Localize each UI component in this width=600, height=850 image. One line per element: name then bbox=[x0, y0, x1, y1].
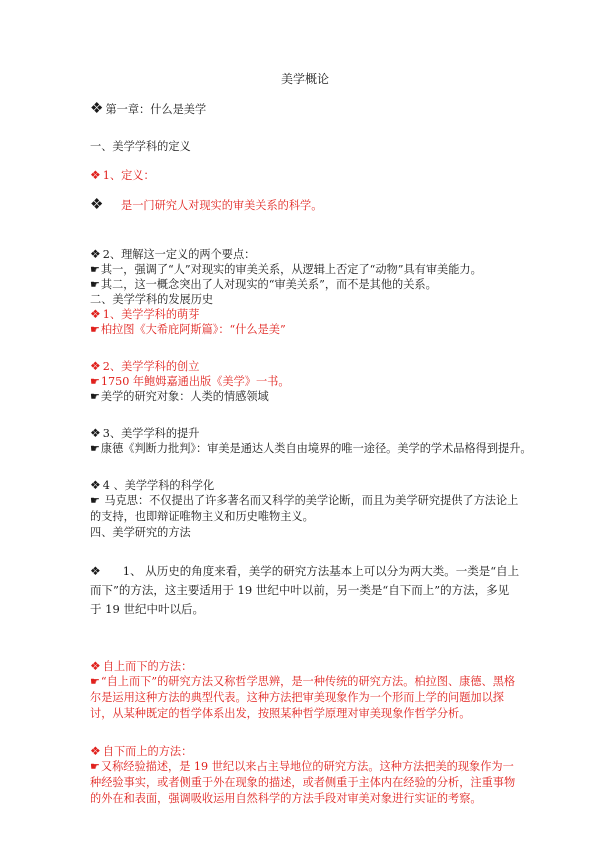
history-item-2-detail-b: ☚美学的研究对象：人类的情感领域 bbox=[90, 390, 269, 403]
history-item-2-detail-a: ☚1750 年鲍姆嘉通出版《美学》一书。 bbox=[90, 375, 290, 388]
pointing-hand-icon: ☚ bbox=[90, 390, 100, 403]
diamond-cluster-icon: ❖ bbox=[90, 247, 101, 261]
definition-heading: ❖ 1、定义： bbox=[90, 168, 155, 182]
pointing-hand-icon: ☚ bbox=[90, 375, 100, 388]
history-item-4: ❖ 4 、美学学科的科学化 bbox=[90, 478, 215, 492]
history-item-1-detail: ☚柏拉图《大希庇阿斯篇》：“什么是美” bbox=[90, 323, 286, 336]
section-heading-2: 二、美学学科的发展历史 bbox=[90, 293, 214, 306]
key-points-heading: ❖ 2、理解这一定义的两个要点： bbox=[90, 247, 256, 261]
pointing-hand-icon: ☚ bbox=[90, 442, 100, 455]
pointing-hand-icon: ☚ bbox=[90, 278, 100, 291]
history-item-4-detail: ☚ 马克思：不仅提出了许多著名而又科学的美学论断，而且为美学研究提供了方法论上的支持，也即辩证唯物主义和历史唯物主义。 bbox=[90, 494, 519, 523]
diamond-cluster-icon: ❖ bbox=[90, 168, 101, 182]
pointing-hand-icon: ☚ bbox=[90, 675, 100, 688]
pointing-hand-icon: ☚ bbox=[90, 494, 100, 507]
definition-line bbox=[90, 197, 520, 213]
pointing-hand-icon: ☚ bbox=[90, 760, 100, 773]
diamond-cluster-icon: ❖ bbox=[90, 195, 104, 213]
top-down-text: ☚“自上而下”的研究方法又称哲学思辨，是一种传统的研究方法。柏拉图、康德、黑格尔是运用这种方法的典型代表。这种方法把审美现象作为一个形而上学的问题加以探讨，从某种既定的哲学体系出发，按照某种哲学原理对审美现象作哲学分析。 bbox=[90, 675, 516, 720]
key-point-1: ☚其一，强调了“人”对现实的审美关系，从逻辑上否定了“动物”具有审美能力。 bbox=[90, 263, 482, 276]
history-item-3: ❖ 3、美学学科的提升 bbox=[90, 426, 200, 440]
pointing-hand-icon: ☚ bbox=[90, 263, 100, 276]
doc-title: 美学概论 bbox=[280, 72, 329, 86]
section-heading-1: 一、美学学科的定义 bbox=[90, 140, 191, 153]
pointing-hand-icon: ☚ bbox=[90, 323, 100, 336]
diamond-cluster-icon: ❖ bbox=[90, 744, 101, 758]
history-item-3-detail: ☚康德《判断力批判》：审美是通达人类自由境界的唯一途径。美学的学术品格得到提升。 bbox=[90, 442, 532, 455]
diamond-cluster-icon: ❖ bbox=[90, 99, 104, 117]
history-item-1: ❖ 1、美学学科的萌芽 bbox=[90, 307, 200, 321]
diamond-cluster-icon: ❖ bbox=[90, 307, 101, 321]
diamond-cluster-icon: ❖ bbox=[90, 659, 101, 673]
diamond-cluster-icon: ❖ bbox=[90, 359, 101, 373]
bottom-up-text: ☚又称经验描述，是 19 世纪以来占主导地位的研究方法。这种方法把美的现象作为一种经验事实，或者侧重于外在现象的描述，或者侧重于主体内在经验的分析，注重事物的外在和表面，强调吸收运用自然科学的方法手段对审美对象进行实证的考察。 bbox=[90, 760, 516, 805]
diamond-cluster-icon: ❖ bbox=[90, 564, 101, 578]
history-item-2: ❖ 2、美学学科的创立 bbox=[90, 359, 200, 373]
diamond-cluster-icon: ❖ bbox=[90, 426, 101, 440]
bottom-up-heading: ❖ 自下而上的方法： bbox=[90, 744, 193, 758]
document-page bbox=[90, 72, 532, 807]
chapter-heading: ❖ 第一章：什么是美学 bbox=[90, 99, 207, 117]
top-down-heading: ❖ 自上而下的方法： bbox=[90, 659, 193, 673]
definition-text: 是一门研究人对现实的审美关系的科学。 bbox=[121, 199, 323, 212]
section-heading-4: 四、美学研究的方法 bbox=[90, 526, 191, 539]
key-point-2: ☚其二，这一概念突出了人对现实的“审美关系”，而不是其他的关系。 bbox=[90, 278, 437, 291]
methods-intro-paragraph: ❖ 1、 从历史的角度来看，美学的研究方法基本上可以分为两大类。一类是“自上而下”的方法，这主要适用于 19 世纪中叶以前，另一类是“自下而上”的方法，多见于 19 世纪中叶以后。 bbox=[90, 564, 520, 616]
diamond-cluster-icon: ❖ bbox=[90, 478, 101, 492]
